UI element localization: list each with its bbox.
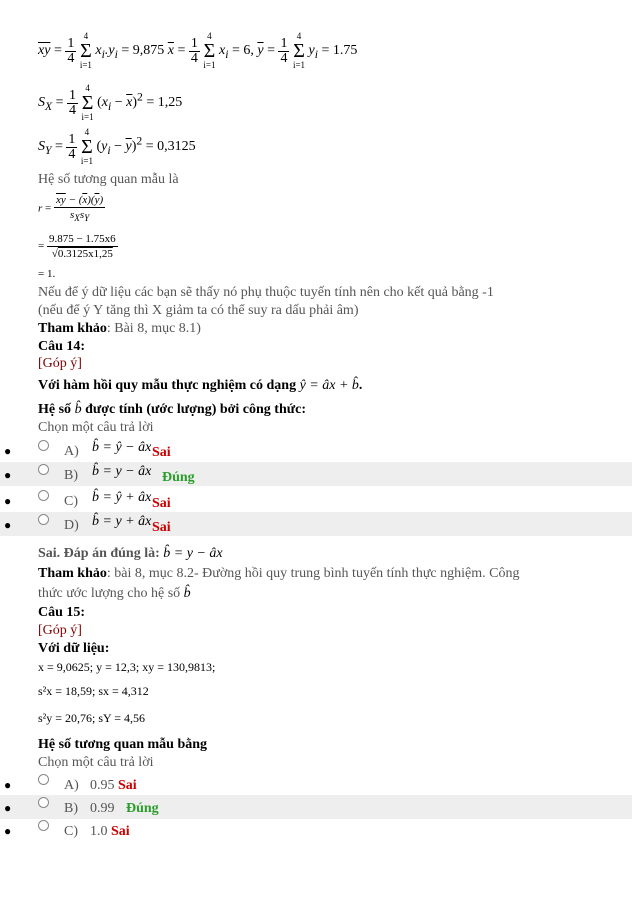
bullet-icon: ●: [4, 778, 12, 792]
reference-1: [38, 321, 201, 337]
option-value: 0.95: [90, 778, 115, 793]
option-letter: B): [64, 468, 78, 483]
q14-instruction: Chọn một câu trả lời: [38, 420, 154, 435]
q14-option-d[interactable]: [0, 512, 632, 536]
formula-sy: $S_Y$ = $\frac{1}{4}$ 4 Σ i=1 $(y_i - \overline{y})^2 = 0,3125$: [38, 127, 196, 166]
bullet-icon: ●: [4, 824, 12, 838]
q14-reference-cont: [38, 586, 191, 602]
q14-answer: [38, 546, 223, 562]
option-formula: b̂ = ŷ − âx: [92, 440, 152, 455]
bullet-icon: ●: [4, 444, 12, 458]
q14-option-c[interactable]: [0, 488, 632, 512]
option-value: 0.99: [90, 801, 115, 816]
radio-button[interactable]: [38, 774, 49, 785]
option-result-mark: Sai: [152, 445, 171, 460]
q15-subquestion: Hệ số tương quan mẫu bằng: [38, 737, 208, 752]
option-formula: b̂ = y − âx: [92, 464, 152, 479]
q15-title: Câu 15:: [38, 605, 86, 620]
option-result-mark: Sai: [118, 778, 137, 793]
radio-button[interactable]: [38, 464, 49, 475]
reference-text: : bài 8, mục 8.2- Đường hồi quy trung bình tuyến tính thực nghiệm. Công: [106, 566, 520, 581]
q15-stem: Với dữ liệu:: [38, 641, 110, 656]
q15-data-line-3: s²y = 20,76; sY = 4,56: [38, 711, 146, 725]
q15-feedback-link[interactable]: [Góp ý]: [38, 623, 82, 638]
formula-sx: $S_X$ = $\frac{1}{4}$ 4 Σ i=1 $(x_i - \overline{x})^2 = 1,25$: [38, 83, 183, 122]
reference-text: : Bài 8, mục 8.1): [106, 321, 201, 336]
reference-text-2: thức ước lượng cho hệ số: [38, 586, 181, 601]
option-letter: B): [64, 801, 78, 816]
q14-stem: [38, 378, 362, 394]
option-letter: D): [64, 518, 79, 533]
q15-instruction: Chọn một câu trả lời: [38, 755, 154, 770]
q14-sub-suffix: được tính (ước lượng) bởi công thức:: [85, 402, 307, 417]
radio-button[interactable]: [38, 440, 49, 451]
formula-means: $\overline{xy}$ = $\frac{1}{4}$ 4 Σ i=1 $x_i.y_i = 9,875$ $\overline{x}$ = $\frac{1}{4}$ 4 Σ i=1 $x_i = 6$, $\overline{y}$ = $\frac{1}{4}$ 4 Σ i=1 $y_i = 1.75$: [38, 31, 358, 70]
q14-option-b[interactable]: [0, 462, 632, 486]
note-line-2: (nếu để ý Y tăng thì X giảm ta có thể suy ra dấu phải âm): [38, 303, 359, 318]
q15-option-b[interactable]: [0, 795, 632, 819]
option-result-mark: Đúng: [126, 801, 159, 816]
q14-stem-text: Với hàm hồi quy mẫu thực nghiệm có dạng: [38, 378, 297, 393]
bullet-icon: ●: [4, 801, 12, 815]
corr-intro: Hệ số tương quan mẫu là: [38, 172, 179, 187]
q15-data-line-1: x = 9,0625; y = 12,3; xy = 130,9813;: [38, 660, 216, 674]
q15-option-a[interactable]: [0, 772, 632, 796]
radio-button[interactable]: [38, 490, 49, 501]
reference-label: Tham khảo: [38, 566, 107, 581]
option-value: 1.0: [90, 824, 108, 839]
option-letter: A): [64, 778, 79, 793]
q14-stem-end: .: [358, 378, 363, 393]
option-result-mark: Đúng: [162, 470, 195, 485]
reference-symbol: b̂: [183, 586, 191, 601]
option-formula: b̂ = ŷ + âx: [92, 490, 152, 505]
note-line-1: Nếu để ý dữ liệu các bạn sẽ thấy nó phụ thuộc tuyến tính nên cho kết quả bằng -1: [38, 285, 494, 300]
radio-button[interactable]: [38, 797, 49, 808]
q14-stem-formula: ŷ = âx + b̂: [299, 378, 359, 393]
q14-sub-symbol: b̂: [74, 402, 82, 417]
option-result-mark: Sai: [152, 520, 171, 535]
r-formula: r = $\frac{\overline{xy} - (\overline{x})(\overline{y})}{s_Xs_Y}$: [38, 194, 104, 224]
option-letter: C): [64, 824, 78, 839]
bullet-icon: ●: [4, 518, 12, 532]
q14-answer-label: Sai. Đáp án đúng là:: [38, 546, 160, 561]
bullet-icon: ●: [4, 494, 12, 508]
option-formula: b̂ = y + âx: [92, 514, 152, 529]
q14-sub-prefix: Hệ số: [38, 402, 72, 417]
r-result: = 1.: [38, 268, 56, 280]
q14-option-a[interactable]: [0, 438, 632, 462]
option-result-mark: Sai: [111, 824, 130, 839]
option-letter: C): [64, 494, 78, 509]
q14-subquestion: [38, 402, 306, 418]
reference-label: Tham khảo: [38, 321, 107, 336]
r-calc: = $\frac{9.875 - 1.75x6}{√0.3125x1,25}$: [38, 233, 116, 260]
option-result-mark: Sai: [152, 496, 171, 511]
radio-button[interactable]: [38, 820, 49, 831]
q14-feedback-link[interactable]: [Góp ý]: [38, 356, 82, 371]
q15-option-c[interactable]: [0, 818, 632, 842]
q15-data-line-2: s²x = 18,59; sx = 4,312: [38, 684, 149, 698]
bullet-icon: ●: [4, 468, 12, 482]
q14-title: Câu 14:: [38, 339, 86, 354]
q14-reference: [38, 566, 519, 582]
option-letter: A): [64, 444, 79, 459]
q14-answer-formula: b̂ = y − âx: [163, 546, 223, 561]
radio-button[interactable]: [38, 514, 49, 525]
